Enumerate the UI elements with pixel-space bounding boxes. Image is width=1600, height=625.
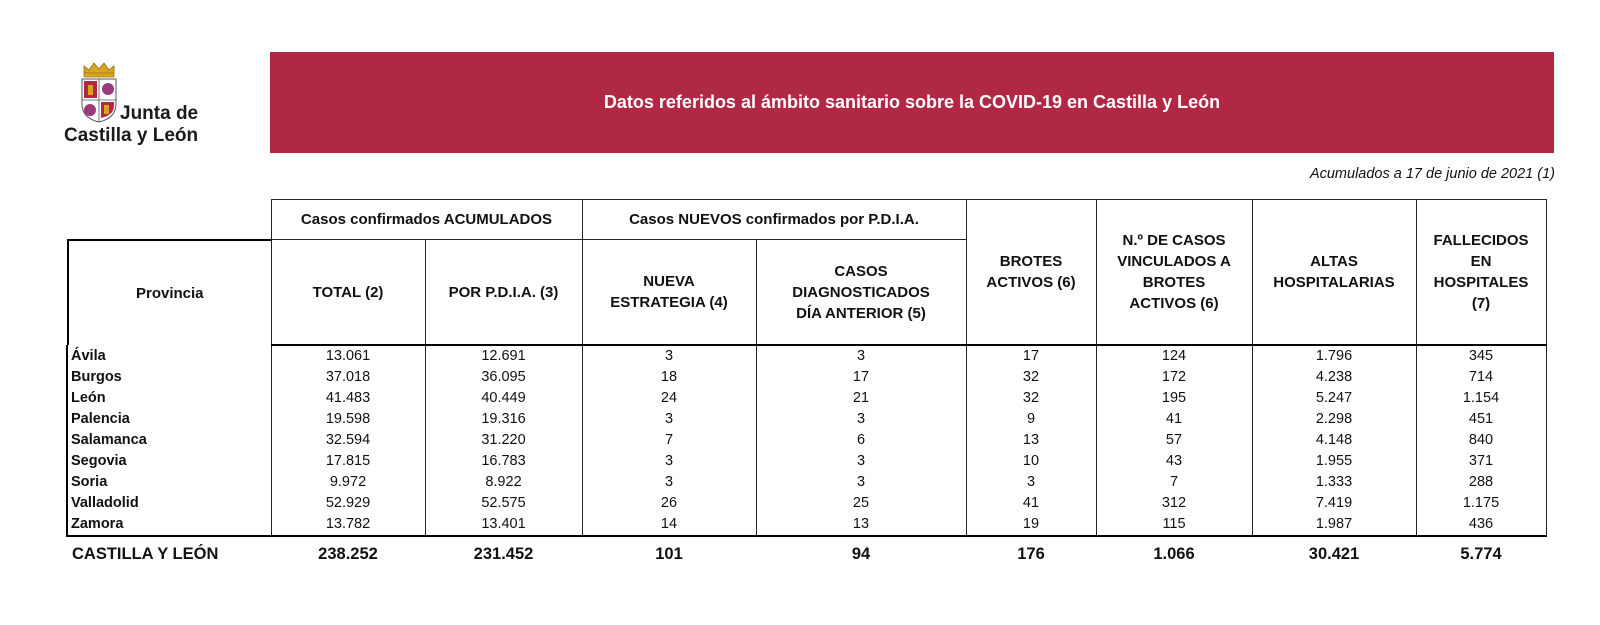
table-cell: 4.148 xyxy=(1252,430,1416,451)
table-cell: 115 xyxy=(1096,514,1252,536)
table-cell: 714 xyxy=(1416,367,1546,388)
table-cell: 40.449 xyxy=(425,388,582,409)
table-cell: 3 xyxy=(756,409,966,430)
nuevos-group-header: Casos NUEVOS confirmados por P.D.I.A. xyxy=(582,200,966,240)
table-cell: 1.175 xyxy=(1416,493,1546,514)
table-cell: 3 xyxy=(756,345,966,367)
table-row xyxy=(67,345,1546,367)
table-cell: 1.987 xyxy=(1252,514,1416,536)
total-cell: 101 xyxy=(655,544,683,563)
table-cell: 32 xyxy=(966,367,1096,388)
table-cell: 10 xyxy=(966,451,1096,472)
table-cell: 3 xyxy=(756,451,966,472)
table-cell: 21 xyxy=(756,388,966,409)
table-cell: 31.220 xyxy=(425,430,582,451)
acumulados-group-header: Casos confirmados ACUMULADOS xyxy=(271,200,582,240)
table-cell: 13 xyxy=(756,514,966,536)
total-cell: 1.066 xyxy=(1153,544,1195,563)
altas-header: ALTAS HOSPITALARIAS xyxy=(1252,200,1416,346)
table-cell: 312 xyxy=(1096,493,1252,514)
table-cell: 124 xyxy=(1096,345,1252,367)
province-name: Burgos xyxy=(67,367,271,388)
province-name: Salamanca xyxy=(67,430,271,451)
provincia-header-cell xyxy=(67,200,271,346)
table-cell: 12.691 xyxy=(425,345,582,367)
table-cell: 14 xyxy=(582,514,756,536)
vinculados-header: N.º DE CASOS VINCULADOS A BROTES ACTIVOS (6) xyxy=(1096,200,1252,346)
table-cell: 13 xyxy=(966,430,1096,451)
table-cell: 4.238 xyxy=(1252,367,1416,388)
table-cell: 18 xyxy=(582,367,756,388)
table-cell: 345 xyxy=(1416,345,1546,367)
table-cell: 7 xyxy=(1096,472,1252,493)
table-row xyxy=(67,451,1546,472)
table-cell: 840 xyxy=(1416,430,1546,451)
junta-logo xyxy=(64,58,234,153)
province-name: Zamora xyxy=(67,514,271,536)
table-cell: 9 xyxy=(966,409,1096,430)
table-cell: 41.483 xyxy=(271,388,425,409)
table-cell: 25 xyxy=(756,493,966,514)
logo-text-line1: Junta de xyxy=(120,103,199,124)
table-cell: 2.298 xyxy=(1252,409,1416,430)
total-cell: 94 xyxy=(851,544,871,563)
total-cell: 176 xyxy=(1017,544,1045,563)
province-name: Ávila xyxy=(67,345,271,367)
table-cell: 13.401 xyxy=(425,514,582,536)
nueva-estrategia-header: NUEVA ESTRATEGIA (4) xyxy=(582,240,756,346)
table-row xyxy=(67,472,1546,493)
fallecidos-header: FALLECIDOS EN HOSPITALES (7) xyxy=(1416,200,1546,346)
provincia-header-label: Provincia xyxy=(135,284,204,302)
province-name: Valladolid xyxy=(67,493,271,514)
table-cell: 17 xyxy=(756,367,966,388)
table-cell: 8.922 xyxy=(425,472,582,493)
table-cell: 37.018 xyxy=(271,367,425,388)
table-cell: 41 xyxy=(966,493,1096,514)
table-cell: 13.061 xyxy=(271,345,425,367)
table-row xyxy=(67,409,1546,430)
total-cell: 30.421 xyxy=(1308,544,1360,563)
table-cell: 1.796 xyxy=(1252,345,1416,367)
table-row xyxy=(67,388,1546,409)
table-cell: 172 xyxy=(1096,367,1252,388)
table-row xyxy=(67,514,1546,536)
logo-text-line2: Castilla y León xyxy=(64,125,199,146)
total-cell: 231.452 xyxy=(473,544,534,563)
table-cell: 7 xyxy=(582,430,756,451)
table-cell: 43 xyxy=(1096,451,1252,472)
table-cell: 24 xyxy=(582,388,756,409)
table-cell: 13.782 xyxy=(271,514,425,536)
table-cell: 3 xyxy=(582,451,756,472)
total-cell: 5.774 xyxy=(1460,544,1502,563)
table-cell: 6 xyxy=(756,430,966,451)
covid-data-table xyxy=(66,199,1547,571)
page-title: Datos referidos al ámbito sanitario sobre la COVID-19 en Castilla y León xyxy=(603,92,1221,112)
table-cell: 19 xyxy=(966,514,1096,536)
table-cell: 1.333 xyxy=(1252,472,1416,493)
table-cell: 17 xyxy=(966,345,1096,367)
table-cell: 3 xyxy=(582,345,756,367)
table-cell: 1.955 xyxy=(1252,451,1416,472)
provincia-header xyxy=(67,239,271,345)
table-row xyxy=(67,430,1546,451)
table-cell: 32 xyxy=(966,388,1096,409)
pdia-header: POR P.D.I.A. (3) xyxy=(425,240,582,346)
title-banner xyxy=(270,52,1554,153)
coat-of-arms-icon xyxy=(78,60,120,124)
table-cell: 17.815 xyxy=(271,451,425,472)
table-cell: 57 xyxy=(1096,430,1252,451)
total-header: TOTAL (2) xyxy=(271,240,425,346)
table-cell: 5.247 xyxy=(1252,388,1416,409)
table-body xyxy=(67,345,1546,536)
diagnosticados-header: CASOS DIAGNOSTICADOS DÍA ANTERIOR (5) xyxy=(756,240,966,346)
table-cell: 3 xyxy=(582,409,756,430)
date-subtitle: Acumulados a 17 de junio de 2021 (1) xyxy=(1309,166,1555,182)
total-row-label: CASTILLA Y LEÓN xyxy=(72,544,219,563)
table-cell: 32.594 xyxy=(271,430,425,451)
brotes-header: BROTES ACTIVOS (6) xyxy=(966,200,1096,346)
table-cell: 41 xyxy=(1096,409,1252,430)
table-cell: 195 xyxy=(1096,388,1252,409)
province-name: León xyxy=(67,388,271,409)
table-cell: 16.783 xyxy=(425,451,582,472)
table-cell: 52.929 xyxy=(271,493,425,514)
total-row xyxy=(67,536,1546,571)
table-cell: 19.598 xyxy=(271,409,425,430)
table-cell: 36.095 xyxy=(425,367,582,388)
table-cell: 436 xyxy=(1416,514,1546,536)
table-cell: 19.316 xyxy=(425,409,582,430)
province-name: Segovia xyxy=(67,451,271,472)
table-cell: 3 xyxy=(966,472,1096,493)
province-name: Palencia xyxy=(67,409,271,430)
table-cell: 9.972 xyxy=(271,472,425,493)
table-cell: 371 xyxy=(1416,451,1546,472)
table-cell: 288 xyxy=(1416,472,1546,493)
table-row xyxy=(67,493,1546,514)
table-cell: 7.419 xyxy=(1252,493,1416,514)
table-cell: 1.154 xyxy=(1416,388,1546,409)
table-cell: 3 xyxy=(756,472,966,493)
province-name: Soria xyxy=(67,472,271,493)
table-cell: 52.575 xyxy=(425,493,582,514)
table-row xyxy=(67,367,1546,388)
table-cell: 3 xyxy=(582,472,756,493)
table-cell: 451 xyxy=(1416,409,1546,430)
table-cell: 26 xyxy=(582,493,756,514)
total-cell: 238.252 xyxy=(318,544,378,563)
